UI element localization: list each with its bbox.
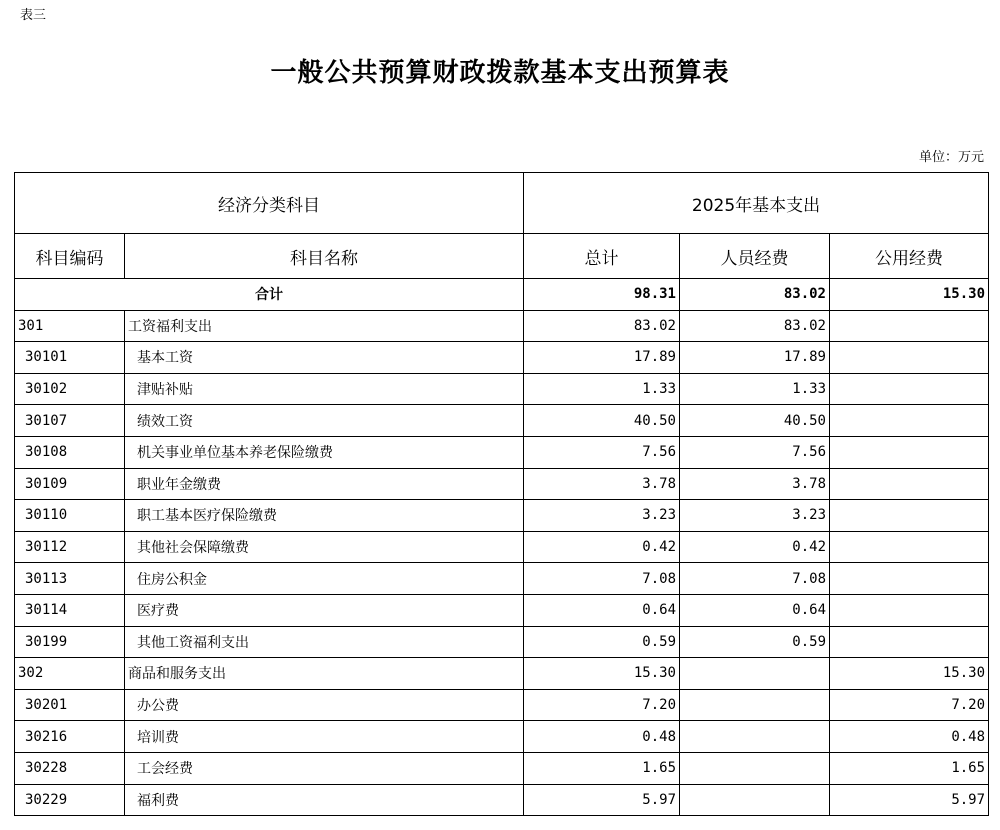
row-public [830, 468, 989, 500]
row-code: 30228 [15, 752, 125, 784]
row-name: 办公费 [125, 689, 524, 721]
row-total: 7.56 [524, 436, 680, 468]
row-personnel [680, 658, 830, 690]
row-public [830, 563, 989, 595]
row-total: 5.97 [524, 784, 680, 816]
row-code: 301 [15, 310, 125, 342]
row-total: 7.20 [524, 689, 680, 721]
document-title: 一般公共预算财政拨款基本支出预算表 [270, 58, 730, 88]
table-row [15, 563, 989, 595]
row-code: 30108 [15, 436, 125, 468]
row-public [830, 342, 989, 374]
row-code: 30216 [15, 721, 125, 753]
row-total: 15.30 [524, 658, 680, 690]
total-total: 98.31 [524, 279, 680, 311]
header-total: 总计 [524, 234, 680, 279]
row-code: 30110 [15, 500, 125, 532]
row-personnel: 40.50 [680, 405, 830, 437]
row-name: 培训费 [125, 721, 524, 753]
table-row [15, 626, 989, 658]
row-code: 30101 [15, 342, 125, 374]
table-row [15, 468, 989, 500]
row-code: 30201 [15, 689, 125, 721]
table-row [15, 689, 989, 721]
row-name: 住房公积金 [125, 563, 524, 595]
row-public [830, 310, 989, 342]
row-name: 工资福利支出 [125, 310, 524, 342]
table-row [15, 594, 989, 626]
row-personnel: 83.02 [680, 310, 830, 342]
row-total: 0.48 [524, 721, 680, 753]
row-personnel: 7.08 [680, 563, 830, 595]
row-public: 0.48 [830, 721, 989, 753]
row-total: 1.33 [524, 373, 680, 405]
row-name: 职工基本医疗保险缴费 [125, 500, 524, 532]
row-public [830, 373, 989, 405]
row-personnel: 7.56 [680, 436, 830, 468]
row-name: 医疗费 [125, 594, 524, 626]
header-name: 科目名称 [125, 234, 524, 279]
row-name: 机关事业单位基本养老保险缴费 [125, 436, 524, 468]
row-name: 工会经费 [125, 752, 524, 784]
header-basic-expenditure: 2025年基本支出 [524, 173, 989, 234]
row-code: 30113 [15, 563, 125, 595]
table-row [15, 436, 989, 468]
row-personnel: 0.59 [680, 626, 830, 658]
total-row [15, 279, 989, 311]
table-row [15, 531, 989, 563]
row-total: 0.59 [524, 626, 680, 658]
row-personnel: 1.33 [680, 373, 830, 405]
row-public [830, 626, 989, 658]
row-code: 30102 [15, 373, 125, 405]
header-code: 科目编码 [15, 234, 125, 279]
row-total: 40.50 [524, 405, 680, 437]
table-row [15, 784, 989, 816]
row-public [830, 436, 989, 468]
row-code: 30109 [15, 468, 125, 500]
header-personnel: 人员经费 [680, 234, 830, 279]
table-row [15, 373, 989, 405]
row-total: 0.64 [524, 594, 680, 626]
row-code: 302 [15, 658, 125, 690]
row-name: 基本工资 [125, 342, 524, 374]
row-code: 30114 [15, 594, 125, 626]
row-personnel: 0.42 [680, 531, 830, 563]
row-public: 15.30 [830, 658, 989, 690]
row-name: 绩效工资 [125, 405, 524, 437]
row-total: 0.42 [524, 531, 680, 563]
table-number: 表三 [20, 8, 47, 23]
total-public: 15.30 [830, 279, 989, 311]
row-name: 福利费 [125, 784, 524, 816]
table-row [15, 721, 989, 753]
budget-table [14, 172, 989, 816]
row-name: 商品和服务支出 [125, 658, 524, 690]
header-public: 公用经费 [830, 234, 989, 279]
header-econ-class: 经济分类科目 [15, 173, 524, 234]
row-total: 3.78 [524, 468, 680, 500]
row-code: 30229 [15, 784, 125, 816]
unit-label: 单位：万元 [918, 150, 984, 165]
table-row [15, 405, 989, 437]
row-name: 职业年金缴费 [125, 468, 524, 500]
row-public [830, 500, 989, 532]
table-row-group [15, 658, 989, 690]
row-personnel: 3.23 [680, 500, 830, 532]
row-total: 3.23 [524, 500, 680, 532]
row-name: 津贴补贴 [125, 373, 524, 405]
row-total: 83.02 [524, 310, 680, 342]
row-personnel: 3.78 [680, 468, 830, 500]
row-name: 其他工资福利支出 [125, 626, 524, 658]
row-name: 其他社会保障缴费 [125, 531, 524, 563]
row-public: 5.97 [830, 784, 989, 816]
row-public [830, 594, 989, 626]
row-personnel [680, 784, 830, 816]
table-row-group [15, 310, 989, 342]
row-public [830, 405, 989, 437]
row-personnel [680, 721, 830, 753]
row-public: 7.20 [830, 689, 989, 721]
row-code: 30199 [15, 626, 125, 658]
row-public [830, 531, 989, 563]
total-label: 合计 [15, 279, 524, 311]
row-public: 1.65 [830, 752, 989, 784]
row-total: 1.65 [524, 752, 680, 784]
row-code: 30107 [15, 405, 125, 437]
row-total: 7.08 [524, 563, 680, 595]
row-personnel: 0.64 [680, 594, 830, 626]
row-code: 30112 [15, 531, 125, 563]
row-personnel: 17.89 [680, 342, 830, 374]
table-row [15, 342, 989, 374]
row-total: 17.89 [524, 342, 680, 374]
total-personnel: 83.02 [680, 279, 830, 311]
row-personnel [680, 689, 830, 721]
row-personnel [680, 752, 830, 784]
table-row [15, 500, 989, 532]
table-row [15, 752, 989, 784]
